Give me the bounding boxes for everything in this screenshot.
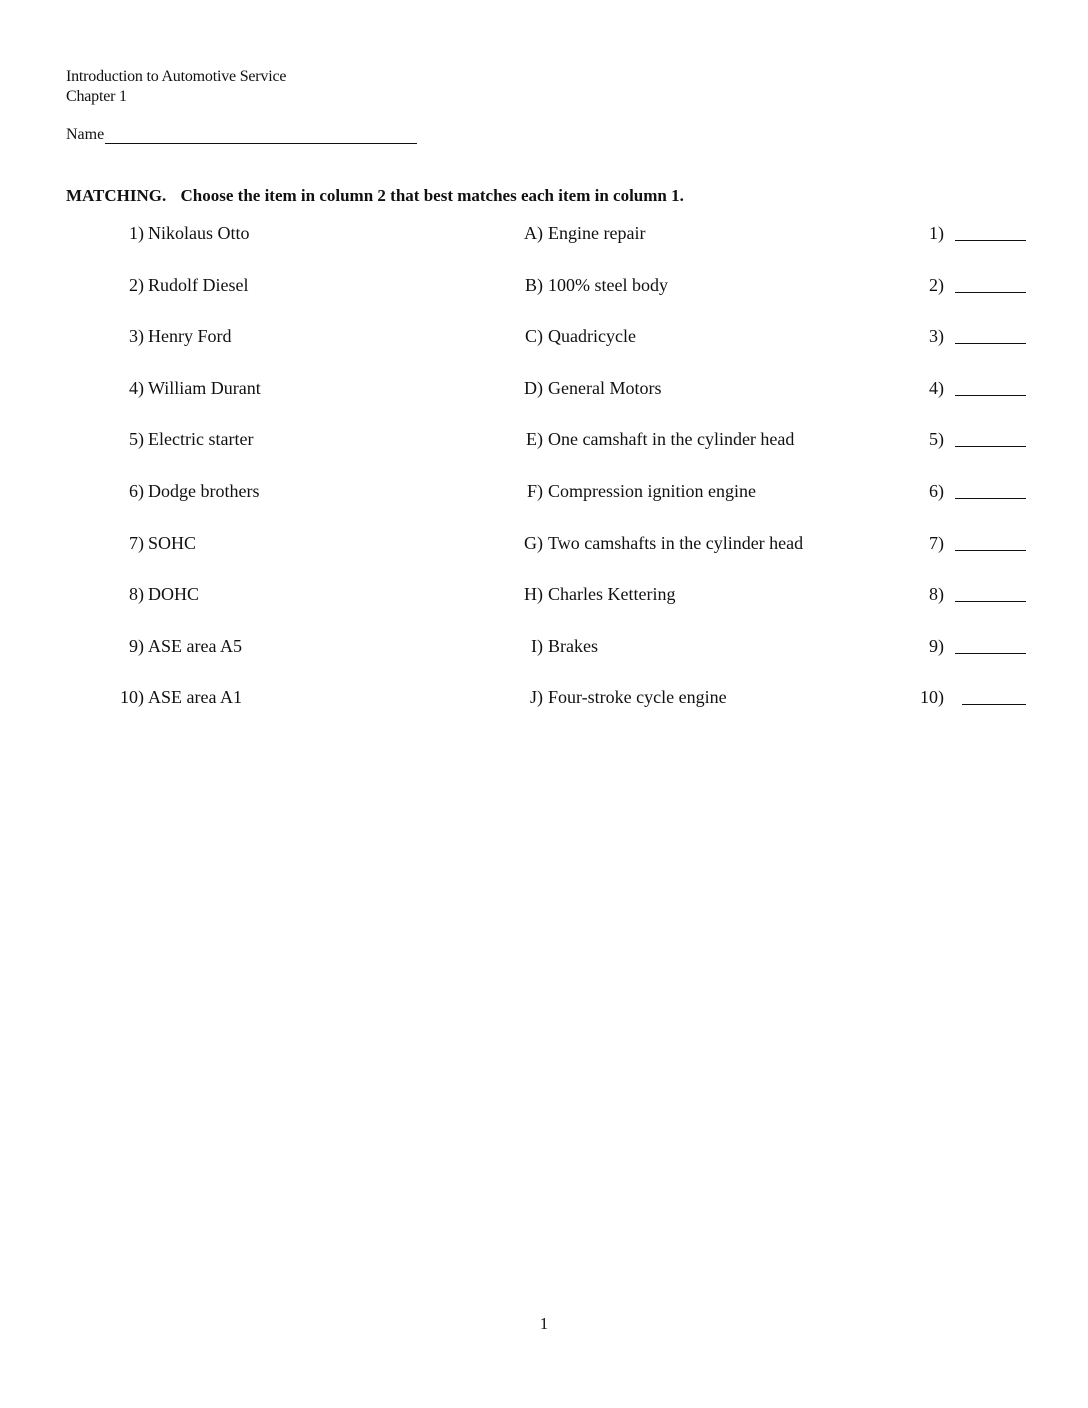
match-text: Two camshafts in the cylinder head — [548, 533, 804, 553]
matching-row — [0, 634, 1088, 660]
section-heading: MATCHING. — [66, 186, 167, 205]
term-text: Nikolaus Otto — [148, 223, 250, 243]
term-text: Rudolf Diesel — [148, 275, 249, 295]
name-label: Name — [66, 126, 105, 143]
course-title: Introduction to Automotive Service — [66, 68, 287, 85]
match-text: Brakes — [548, 636, 598, 656]
term-text: Electric starter — [148, 429, 254, 449]
answer-blank[interactable] — [955, 292, 1026, 293]
term-text: ASE area A5 — [148, 636, 242, 656]
answer-blank[interactable] — [955, 601, 1026, 602]
match-text: Compression ignition engine — [548, 481, 756, 501]
answer-blank[interactable] — [962, 704, 1026, 705]
match-letter: H) — [524, 584, 543, 604]
matching-row — [0, 427, 1088, 453]
term-text: ASE area A1 — [148, 687, 242, 707]
instructions-text: Choose the item in column 2 that best matches each item in column 1. — [180, 186, 684, 205]
term-text: Dodge brothers — [148, 481, 260, 501]
term-number: 4) — [129, 378, 144, 398]
answer-number: 5) — [929, 429, 944, 449]
match-letter: F) — [526, 481, 543, 501]
matching-row — [0, 273, 1088, 299]
term-text: SOHC — [148, 533, 197, 553]
match-text: One camshaft in the cylinder head — [548, 429, 795, 449]
match-letter: D) — [524, 378, 543, 398]
match-text: Quadricycle — [548, 326, 636, 346]
page-number: 1 — [539, 1314, 549, 1333]
match-text: General Motors — [548, 378, 662, 398]
match-letter: B) — [525, 275, 543, 295]
answer-number: 3) — [929, 326, 944, 346]
answer-blank[interactable] — [955, 653, 1026, 654]
term-number: 5) — [129, 429, 144, 449]
match-letter: A) — [524, 223, 543, 243]
matching-row — [0, 479, 1088, 505]
term-number: 9) — [129, 636, 144, 656]
match-text: Four-stroke cycle engine — [548, 687, 727, 707]
term-text: William Durant — [148, 378, 261, 398]
answer-blank[interactable] — [955, 240, 1026, 241]
term-number: 7) — [129, 533, 144, 553]
matching-row — [0, 376, 1088, 402]
match-letter: E) — [526, 429, 543, 449]
term-number: 3) — [129, 326, 144, 346]
matching-row — [0, 324, 1088, 350]
answer-blank[interactable] — [955, 343, 1026, 344]
match-letter: C) — [525, 326, 543, 346]
term-number: 2) — [129, 275, 144, 295]
answer-number: 7) — [929, 533, 944, 553]
answer-number: 9) — [929, 636, 944, 656]
answer-number: 2) — [929, 275, 944, 295]
term-number: 6) — [129, 481, 144, 501]
answer-blank[interactable] — [955, 395, 1026, 396]
term-text: DOHC — [148, 584, 200, 604]
term-number: 1) — [129, 223, 144, 243]
answer-number: 8) — [929, 584, 944, 604]
matching-row — [0, 582, 1088, 608]
term-number: 8) — [129, 584, 144, 604]
instructions — [66, 185, 684, 206]
match-letter: I) — [531, 636, 543, 656]
match-text: 100% steel body — [548, 275, 668, 295]
answer-number: 4) — [929, 378, 944, 398]
name-field[interactable] — [105, 125, 417, 144]
match-letter: J) — [530, 687, 543, 707]
answer-number: 1) — [929, 223, 944, 243]
matching-row — [0, 531, 1088, 557]
match-letter: G) — [524, 533, 543, 553]
answer-number: 6) — [929, 481, 944, 501]
answer-blank[interactable] — [955, 550, 1026, 551]
matching-row — [0, 685, 1088, 711]
term-number: 10) — [120, 687, 144, 707]
term-text: Henry Ford — [148, 326, 232, 346]
chapter-label: Chapter 1 — [66, 88, 127, 105]
answer-blank[interactable] — [955, 498, 1026, 499]
matching-row — [0, 221, 1088, 247]
match-text: Engine repair — [548, 223, 646, 243]
name-row — [66, 125, 417, 144]
answer-number: 10) — [920, 687, 944, 707]
match-text: Charles Kettering — [548, 584, 676, 604]
answer-blank[interactable] — [955, 446, 1026, 447]
